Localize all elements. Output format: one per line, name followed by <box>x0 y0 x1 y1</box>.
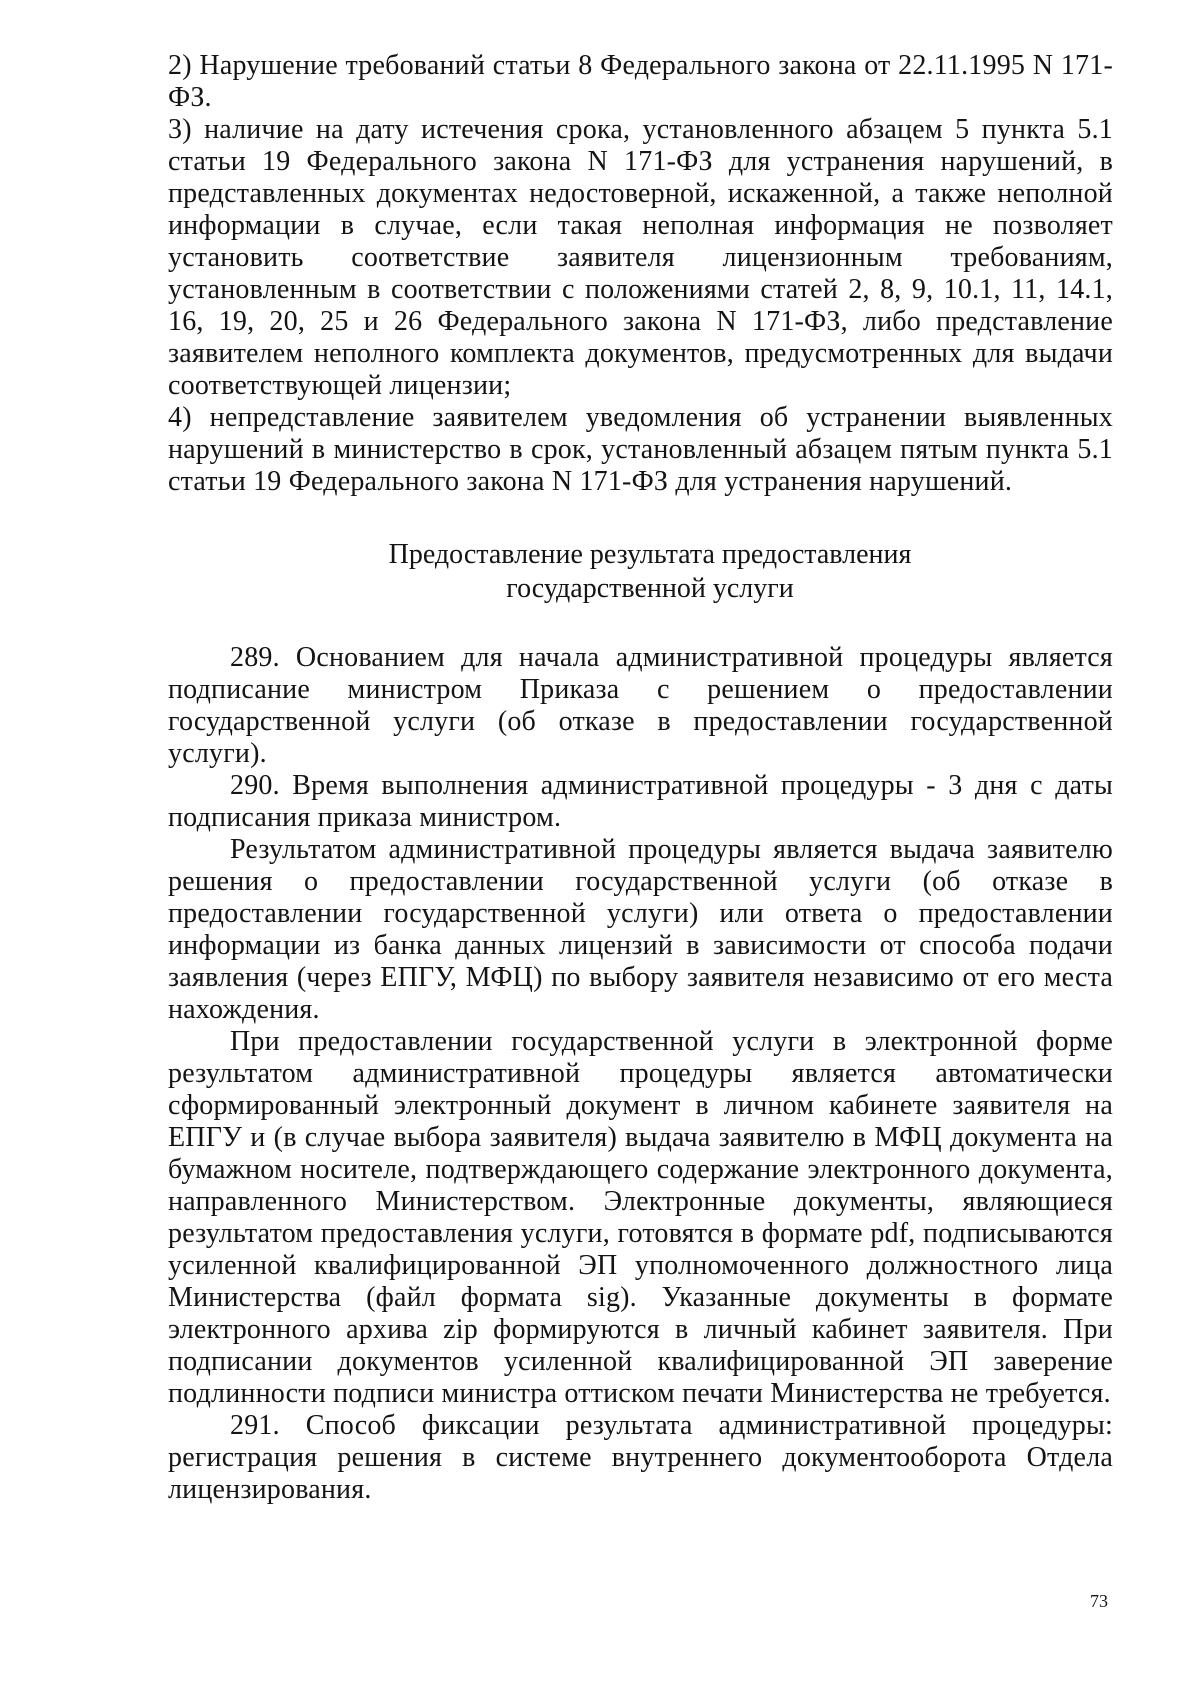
body-paragraphs <box>168 642 1113 1506</box>
section-title-line-1: Предоставление результата предоставления <box>388 539 912 570</box>
list-item-2: 2) Нарушение требований статьи 8 Федерального закона от 22.11.1995 N 171-ФЗ. <box>168 50 1113 113</box>
paragraph-291: 291. Способ фиксации результата административной процедуры: регистрация решения в системе внутреннего документооборота Отдела лицензирования. <box>168 1410 1113 1505</box>
section-title <box>300 538 1000 606</box>
paragraph-290: 290. Время выполнения административной процедуры - 3 дня с даты подписания приказа министром. <box>168 770 1113 833</box>
list-item-3: 3) наличие на дату истечения срока, установленного абзацем 5 пункта 5.1 статьи 19 Федерального закона N 171-ФЗ для устранения нарушений, в представленных документах недостоверной, искаженной, а также неполной информации в случае, если такая неполная информация не позволяет установить соответствие заявителя лицензионным требованиям, установленным в соответствии с положениями статей 2, 8, 9, 10.1, 11, 14.1, 16, 19, 20, 25 и 26 Федерального закона N 171-ФЗ, либо представление заявителем неполного комплекта документов, предусмотренных для выдачи соответствующей лицензии; <box>168 114 1113 401</box>
top-list <box>168 50 1113 498</box>
paragraph-289: 289. Основанием для начала административной процедуры является подписание министром Приказа с решением о предоставлении государственной услуги (об отказе в предоставлении государственной услуги). <box>168 642 1113 769</box>
section-title-line-2: государственной услуги <box>506 573 794 604</box>
paragraph-result: Результатом административной процедуры является выдача заявителю решения о предоставлении государственной услуги (об отказе в предоставлении государственной услуги) или ответа о предоставлении информации из банка данных лицензий в зависимости от способа подачи заявления (через ЕПГУ, МФЦ) по выбору заявителя независимо от его места нахождения. <box>168 834 1113 1025</box>
page-number: 73 <box>1090 1591 1108 1611</box>
paragraph-electronic-form: При предоставлении государственной услуги в электронной форме результатом административной процедуры является автоматически сформированный электронный документ в личном кабинете заявителя на ЕПГУ и (в случае выбора заявителя) выдача заявителю в МФЦ документа на бумажном носителе, подтверждающего содержание электронного документа, направленного Министерством. Электронные документы, являющиеся результатом предоставления услуги, готовятся в формате pdf, подписываются усиленной квалифицированной ЭП уполномоченного должностного лица Министерства (файл формата sig). Указанные документы в формате электронного архива zip формируются в личный кабинет заявителя. При подписании документов усиленной квалифицированной ЭП заверение подлинности подписи министра оттиском печати Министерства не требуется. <box>168 1026 1113 1409</box>
list-item-4: 4) непредставление заявителем уведомления об устранении выявленных нарушений в министерство в срок, установленный абзацем пятым пункта 5.1 статьи 19 Федерального закона N 171-ФЗ для устранения нарушений. <box>168 402 1113 497</box>
